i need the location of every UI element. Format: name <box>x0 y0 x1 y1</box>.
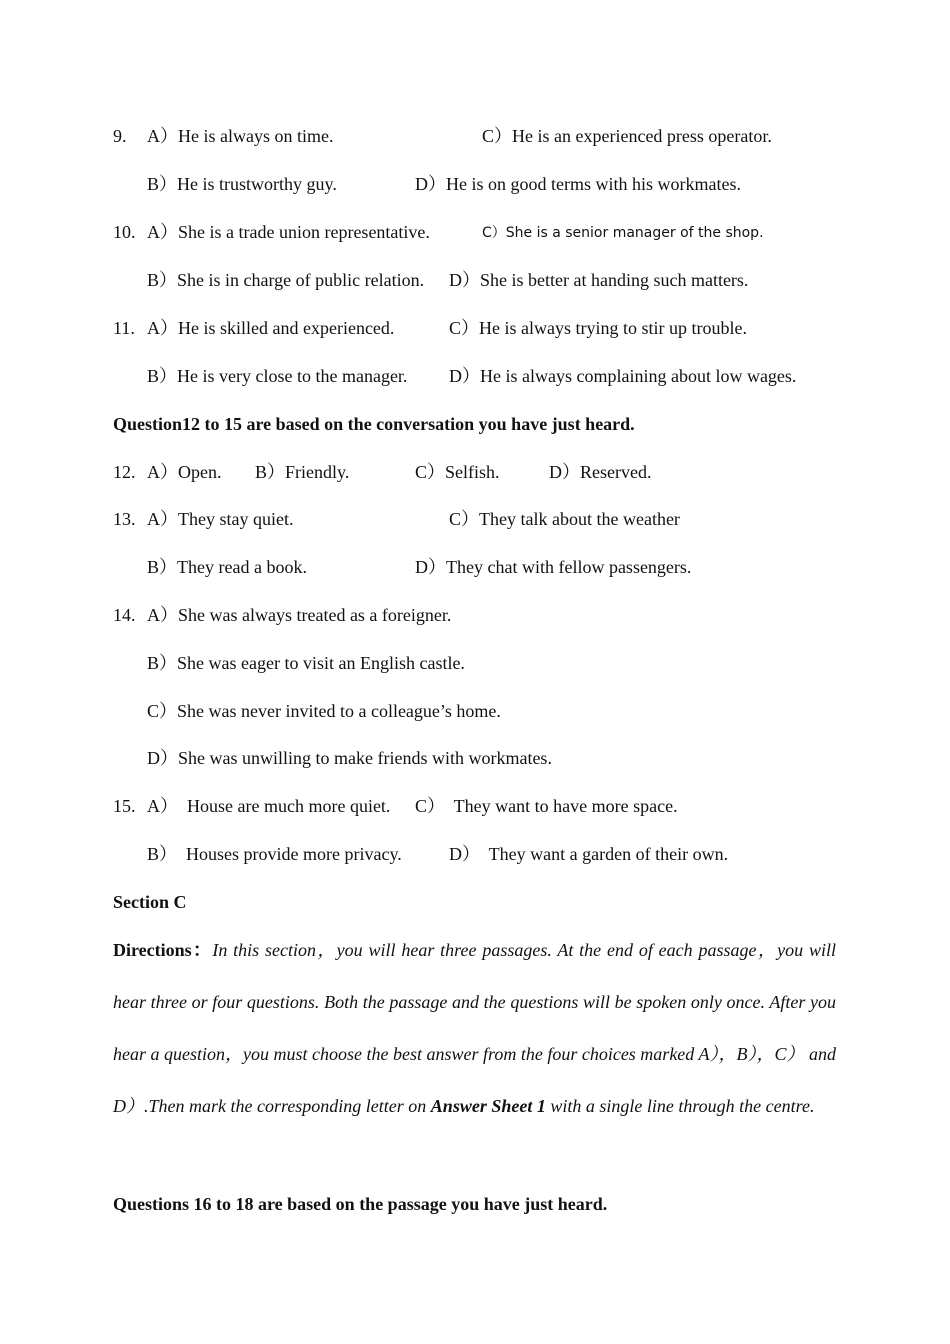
q11-number: 11. <box>113 318 135 338</box>
q13-option-a: A）They stay quiet. <box>147 509 294 529</box>
q11-option-d: D）He is always complaining about low wages. <box>449 366 797 386</box>
directions-answer-sheet: Answer Sheet 1 <box>430 1096 546 1116</box>
q13-number: 13. <box>113 509 136 529</box>
q11-option-b: B）He is very close to the manager. <box>147 366 408 386</box>
q9-number: 9. <box>113 126 127 146</box>
q13-option-b: B）They read a book. <box>147 557 307 577</box>
directions-paragraph <box>113 924 836 1132</box>
q9-option-d: D）He is on good terms with his workmates. <box>415 174 741 194</box>
q15-option-d: D） They want a garden of their own. <box>449 844 729 864</box>
q15-option-b: B） Houses provide more privacy. <box>147 844 402 864</box>
q14-option-c: C）She was never invited to a colleague’s home. <box>147 701 501 721</box>
q9-option-b: B）He is trustworthy guy. <box>147 174 337 194</box>
q10-option-c: C）She is a senior manager of the shop. <box>482 225 764 241</box>
q10-option-a: A）She is a trade union representative. <box>147 222 430 242</box>
q13-option-c: C）They talk about the weather <box>449 509 680 529</box>
q12-option-c: C）Selfish. <box>415 462 500 482</box>
q12-number: 12. <box>113 462 136 482</box>
q12-option-a: A）Open. <box>147 462 222 482</box>
q14-option-d: D）She was unwilling to make friends with workmates. <box>147 748 552 768</box>
q10-option-b: B）She is in charge of public relation. <box>147 270 425 290</box>
q10-option-d: D）She is better at handing such matters. <box>449 270 749 290</box>
q14-option-b: B）She was eager to visit an English castle. <box>147 653 465 673</box>
q9-option-a: A）He is always on time. <box>147 126 334 146</box>
q15-option-a: A） House are much more quiet. <box>147 796 391 816</box>
q14-number: 14. <box>113 605 136 625</box>
q11-option-c: C）He is always trying to stir up trouble. <box>449 318 747 338</box>
heading-questions-16-18: Questions 16 to 18 are based on the passage you have just heard. <box>113 1194 608 1214</box>
q14-option-a: A）She was always treated as a foreigner. <box>147 605 452 625</box>
directions-label: Directions： <box>113 940 213 960</box>
directions-text-2: with a single line through the centre. <box>545 1096 815 1116</box>
section-c-title: Section C <box>113 892 187 912</box>
heading-questions-12-15: Question12 to 15 are based on the conversation you have just heard. <box>113 414 635 434</box>
q13-option-d: D）They chat with fellow passengers. <box>415 557 692 577</box>
q10-number: 10. <box>113 222 136 242</box>
q9-option-c: C）He is an experienced press operator. <box>482 126 772 146</box>
q11-option-a: A）He is skilled and experienced. <box>147 318 395 338</box>
q15-number: 15. <box>113 796 136 816</box>
q15-option-c: C） They want to have more space. <box>415 796 678 816</box>
directions-text-1: In this section，you will hear three passages. At the end of each passage，you will hear three or four questions. Both the passage and the questions will be spoken only once. After you hear a question，you must choose the best answer from the four choices marked A），B），C） and D）.Then mark the corresponding letter on <box>113 940 836 1116</box>
q12-option-d: D）Reserved. <box>549 462 652 482</box>
q12-option-b: B）Friendly. <box>255 462 350 482</box>
